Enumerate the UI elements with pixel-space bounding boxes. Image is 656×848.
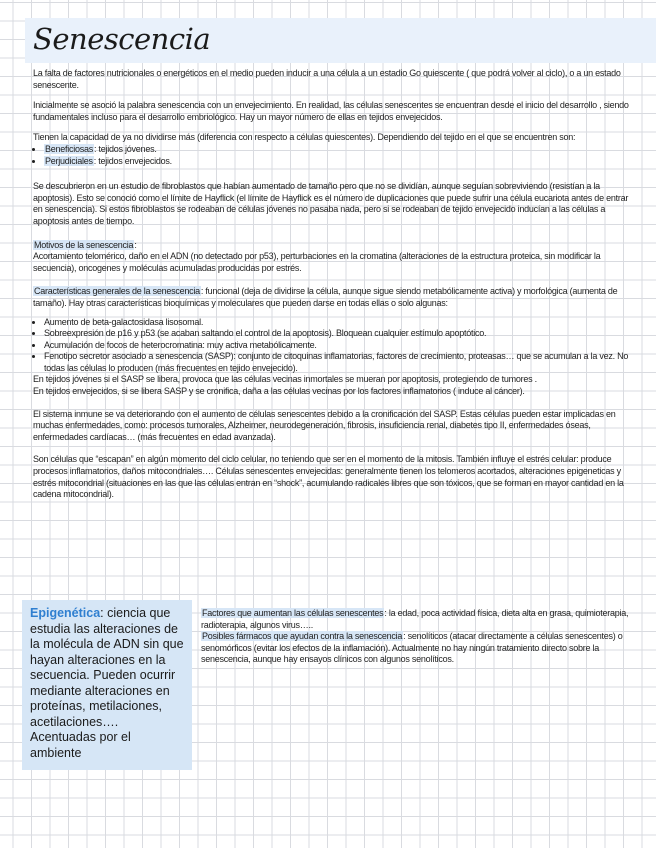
sasp-old-text: En tejidos envejecidos, si se libera SASP y se cronifica, daña a las células vecinas por los factores inflamatorios ( induce al cáncer). <box>33 386 525 397</box>
type-label: Beneficiosas <box>45 143 94 154</box>
list-item: • Fenotipo secretor asociado a senescencia (SASP): conjunto de citoquinas inflamatorias, factores de crecimiento, proteasas… que se acumulan a la vez. No todas las células lo producen (más frecuentes en tejido envejecido). <box>44 351 629 374</box>
main-content <box>33 68 629 510</box>
senescence-types-list <box>33 144 629 167</box>
intro-paragraph-3: Tienen la capacidad de ya no dividirse más (diferencia con respecto a células quiescentes). Dependiendo del tejido en el que se encuentren son: <box>33 132 576 143</box>
epigenetica-term: Epigenética <box>30 606 101 620</box>
factores-heading: Factores que aumentan las células senescentes <box>202 608 384 618</box>
list-item: • Perjudiciales: tejidos envejecidos. <box>44 156 629 168</box>
caracteristicas-heading: Características generales de la senescencia <box>34 286 200 297</box>
list-item: • Beneficiosas: tejidos jóvenes. <box>44 144 629 156</box>
factores-text: : la edad, poca actividad física, dieta alta en grasa, quimioterapia, radioterapia, algunos virus….. <box>201 608 629 630</box>
immune-paragraph: El sistema inmune se va deteriorando con el aumento de células senescentes debido a la cronificación del SASP. Estas células pueden estar implicadas en muchas enfermedades, como: procesos tumorales, Alzheimer, neurodegeneración, fibrosis, insuficiencia renal, diabetes tipo II, enfermedades óseas, enfermedades cardíacas… (más frecuentes en edad avanzada). <box>33 408 616 442</box>
caracteristicas-section <box>33 286 629 309</box>
type-label: Perjudiciales <box>45 155 93 166</box>
page-title: Senescencia <box>33 22 211 56</box>
sasp-young-text: En tejidos jóvenes si el SASP se libera, provoca que las células vecinas inmortales se mueran por apoptosis, protegiendo de tumores . <box>33 374 537 385</box>
features-list <box>33 317 629 375</box>
epigenetica-callout <box>22 600 192 770</box>
caracteristicas-text: : funcional (deja de dividirse la célula, aunque sigue siendo metabólicamente activa) y morfológica (aumenta de tamaño). Hay otras características bioquímicas y moleculares que pueden darse en todas ellas o solo algunas: <box>33 286 618 308</box>
intro-paragraph-1: La falta de factores nutricionales o energéticos en el medio pueden inducir a una célula a un estadio Go quiescente ( que podrá volver al ciclo), o a un estado senescente. <box>33 68 621 90</box>
farmacos-text: : senolíticos (atacar directamente a células senescentes) o senomórficos (evitar los efectos de la inflamación). Actualmente no hay ningún tratamiento directo sobre la senescencia, aunque hay ensayos clínicos con algunos senolíticos. <box>201 631 623 665</box>
discovery-paragraph: Se descubrieron en un estudio de fibroblastos que habían aumentado de tamaño pero que no se dividían, aunque seguían sobreviviendo (resistían a la apoptosis). Esto se conoció como el límite de Hayflick (el límite de Hayflick es el número de duplicaciones que puede sufrir una célula eucariota antes de entrar en senescencia). Si estos fibroblastos se rodeaban de células jóvenes no pasaba nada, pero si se rodeaban de tejido envejecido inducían a las células a apoptosis antes de tiempo. <box>33 181 629 226</box>
side-notes <box>201 608 631 666</box>
list-item: • Aumento de beta-galactosidasa lisosomal. <box>44 317 629 329</box>
list-item: • Sobreexpresión de p16 y p53 (se acaban saltando el control de la apoptosis). Bloquean cualquier estímulo apoptótico. <box>44 328 629 340</box>
intro-paragraph-2: Inicialmente se asoció la palabra senescencia con un envejecimiento. En realidad, las células senescentes se encuentran desde el inicio del desarrollo , siendo fundamentales incluso para el desarrollo embriológico. Hay un mayor número de ellas en tejidos envejecidos. <box>33 100 629 122</box>
motivos-heading: Motivos de la senescencia <box>34 239 134 250</box>
farmacos-heading: Posibles fármacos que ayudan contra la senescencia <box>202 631 403 642</box>
motivos-section: Motivos de la senescencia: Acortamiento telomérico, daño en el ADN (no detectado por p53), perturbaciones en la cromatina (alteraciones de la estructura proteica, sin modificar la secuencia), oncogenes y moléculas acumuladas producidas por estrés. <box>33 239 601 273</box>
farmacos-note <box>201 631 631 666</box>
epigenetica-text: : ciencia que estudia las alteraciones de la molécula de ADN sin que hayan alteraciones en la secuencia. Pueden ocurrir mediante alteraciones en proteínas, metilaciones, acetilaciones…. Acentuadas por el ambiente <box>30 606 184 760</box>
factores-note <box>201 608 631 631</box>
escape-paragraph: Son células que “escapan” en algún momento del ciclo celular, no teniendo que ser en el momento de la mitosis. También influye el estrés celular: produce procesos inflamatorios, daños mitocondriales…. Células senescentes envejecidas: generalmente tienen los telomeros acortados, alteraciones epigeneticas y estrés mitocondrial (situaciones en las que las células entran en “shock”, acumulando radicales libres que son tóxicos, que se forman en mayor cantidad en la cadena mitocondrial). <box>33 454 624 500</box>
motivos-text: Acortamiento telomérico, daño en el ADN (no detectado por p53), perturbaciones en la cromatina (alteraciones de la estructura proteica, sin modificar la secuencia), oncogenes y moléculas acumuladas producidas por estrés. <box>33 251 601 273</box>
list-item: • Acumulación de focos de heterocromatina: muy activa metabólicamente. <box>44 340 629 352</box>
title-banner <box>25 18 656 63</box>
